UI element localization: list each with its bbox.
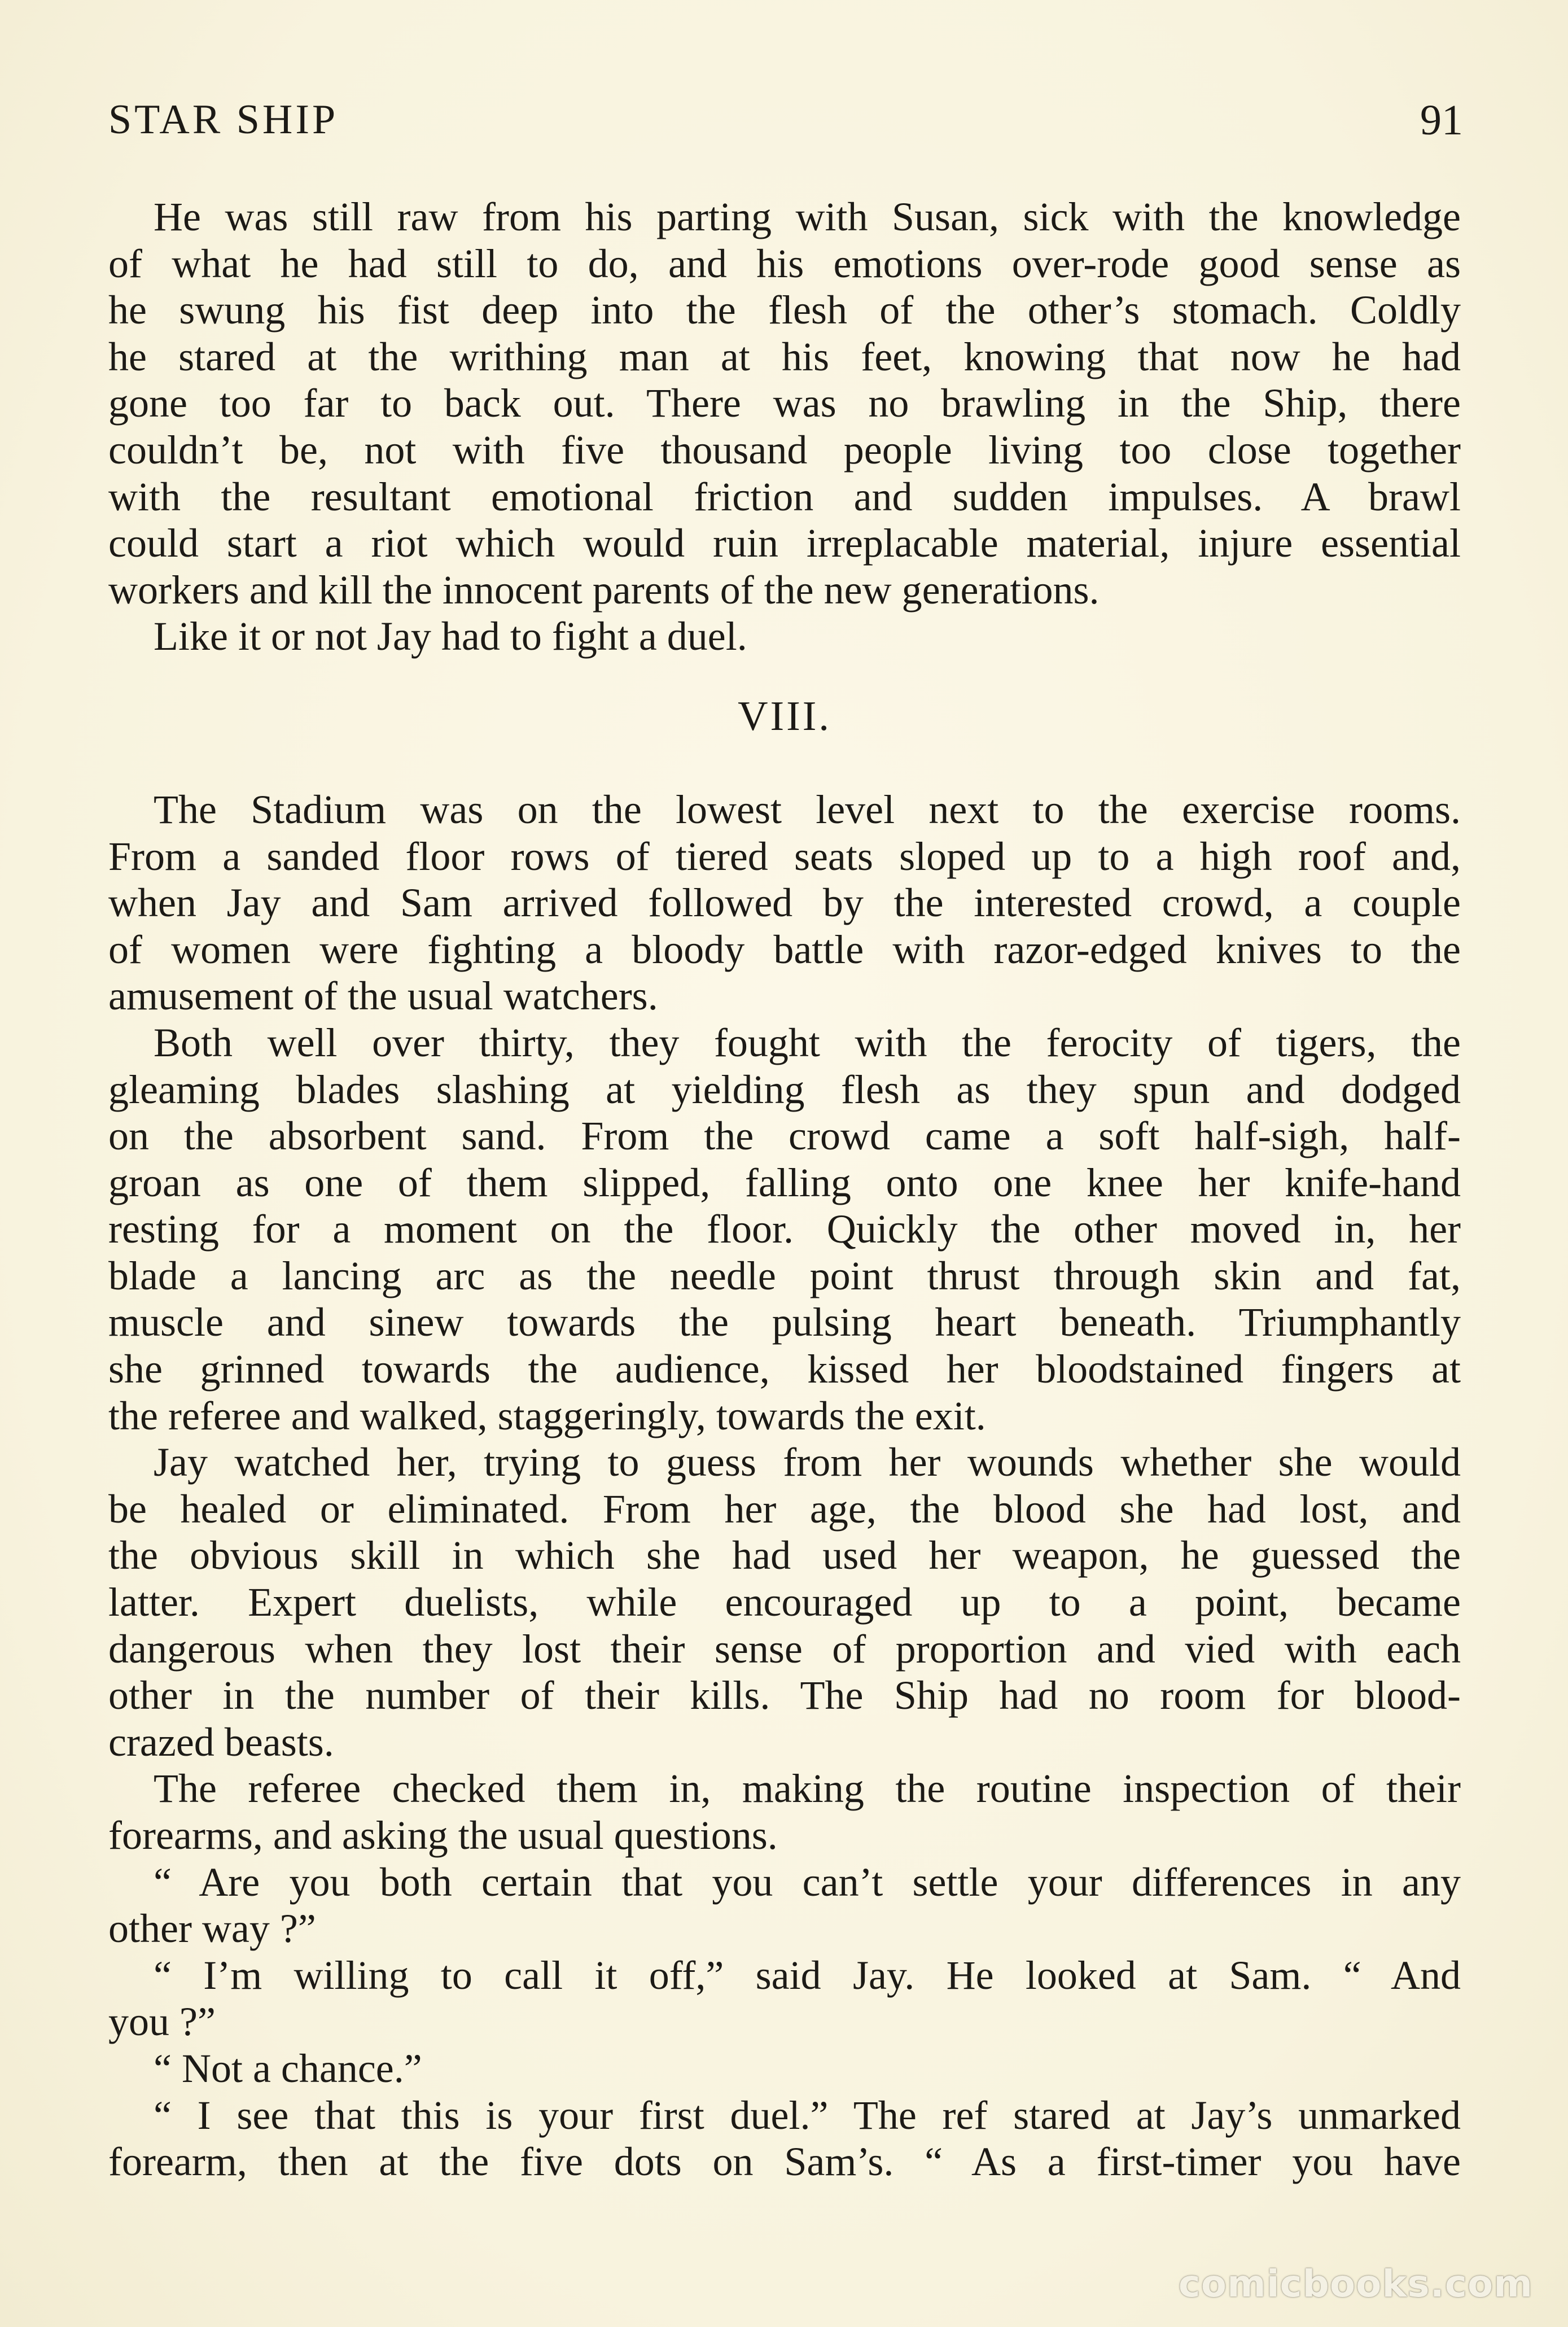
text-line: groan as one of them slipped, falling onto one knee her knife-hand: [108, 1160, 1461, 1205]
paragraph: [108, 1859, 1461, 1952]
text-line: other way ?”: [108, 1906, 316, 1952]
text-line: forearms, and asking the usual questions.: [108, 1813, 778, 1858]
text-line: the referee and walked, staggeringly, towards the exit.: [108, 1393, 986, 1438]
paragraph: [108, 1020, 1461, 1439]
text-line: resting for a moment on the floor. Quickly the other moved in, her: [108, 1206, 1461, 1252]
text-line: of women were fighting a bloody battle with razor-edged knives to the: [108, 926, 1461, 972]
paragraph: [108, 1765, 1461, 1858]
body-text: [108, 194, 1461, 2185]
page-header: [108, 96, 1463, 152]
chapter-heading: VIII.: [738, 693, 831, 740]
text-line: “ I see that this is your first duel.” The ref stared at Jay’s unmarked: [154, 2092, 1461, 2138]
text-line: gone too far to back out. There was no brawling in the Ship, there: [108, 380, 1461, 426]
running-head: STAR SHIP: [108, 97, 339, 143]
text-line: dangerous when they lost their sense of proportion and vied with each: [108, 1626, 1461, 1672]
text-line: the obvious skill in which she had used her weapon, he guessed the: [108, 1533, 1461, 1578]
paragraph: [108, 1439, 1461, 1765]
text-line: couldn’t be, not with five thousand people living too close together: [108, 427, 1461, 473]
text-line: crazed beasts.: [108, 1719, 334, 1765]
watermark-logo: comicbooks.com: [1178, 2262, 1533, 2306]
text-line: amusement of the usual watchers.: [108, 973, 658, 1019]
page-number: 91: [1420, 97, 1463, 144]
text-line: blade a lancing arc as the needle point thrust through skin and fat,: [108, 1253, 1461, 1298]
paragraph: [108, 194, 1461, 613]
text-line: The referee checked them in, making the routine inspection of their: [154, 1766, 1461, 1812]
text-line: From a sanded floor rows of tiered seats sloped up to a high roof and,: [108, 833, 1461, 879]
text-line: be healed or eliminated. From her age, the blood she had lost, and: [108, 1486, 1461, 1532]
paragraph: [108, 2092, 1461, 2185]
text-line: Jay watched her, trying to guess from her wounds whether she would: [154, 1440, 1461, 1485]
text-line: Both well over thirty, they fought with the ferocity of tigers, the: [154, 1020, 1461, 1065]
paragraph: [108, 1952, 1461, 2045]
text-line: The Stadium was on the lowest level next to the exercise rooms.: [154, 786, 1461, 832]
text-line: he swung his fist deep into the flesh of the other’s stomach. Coldly: [108, 287, 1461, 333]
text-line: “ Not a chance.”: [154, 2045, 422, 2091]
text-line: other in the number of their kills. The Ship had no room for blood-: [108, 1673, 1461, 1718]
paragraph: [108, 2045, 1461, 2092]
text-line: of what he had still to do, and his emotions over-rode good sense as: [108, 240, 1461, 286]
text-line: muscle and sinew towards the pulsing heart beneath. Triumphantly: [108, 1300, 1461, 1345]
text-line: could start a riot which would ruin irreplacable material, injure essential: [108, 520, 1461, 566]
text-line: on the absorbent sand. From the crowd came a soft half-sigh, half-: [108, 1113, 1461, 1159]
text-line: she grinned towards the audience, kissed her bloodstained fingers at: [108, 1346, 1461, 1392]
text-line: He was still raw from his parting with Susan, sick with the knowledge: [154, 194, 1461, 239]
paragraph: [108, 786, 1461, 1020]
text-line: “ Are you both certain that you can’t settle your differences in any: [154, 1859, 1461, 1905]
text-line: he stared at the writhing man at his feet, knowing that now he had: [108, 334, 1461, 379]
paragraph: [108, 613, 1461, 660]
text-line: Like it or not Jay had to fight a duel.: [154, 614, 747, 659]
text-line: latter. Expert duelists, while encouraged up to a point, became: [108, 1580, 1461, 1625]
text-line: you ?”: [108, 1999, 216, 2045]
text-line: with the resultant emotional friction and sudden impulses. A brawl: [108, 474, 1461, 519]
text-line: when Jay and Sam arrived followed by the interested crowd, a couple: [108, 880, 1461, 926]
text-line: “ I’m willing to call it off,” said Jay. He looked at Sam. “ And: [154, 1952, 1461, 1998]
text-line: workers and kill the innocent parents of the new generations.: [108, 567, 1100, 613]
text-line: gleaming blades slashing at yielding flesh as they spun and dodged: [108, 1066, 1461, 1112]
text-line: forearm, then at the five dots on Sam’s. “ As a first-timer you have: [108, 2139, 1461, 2185]
